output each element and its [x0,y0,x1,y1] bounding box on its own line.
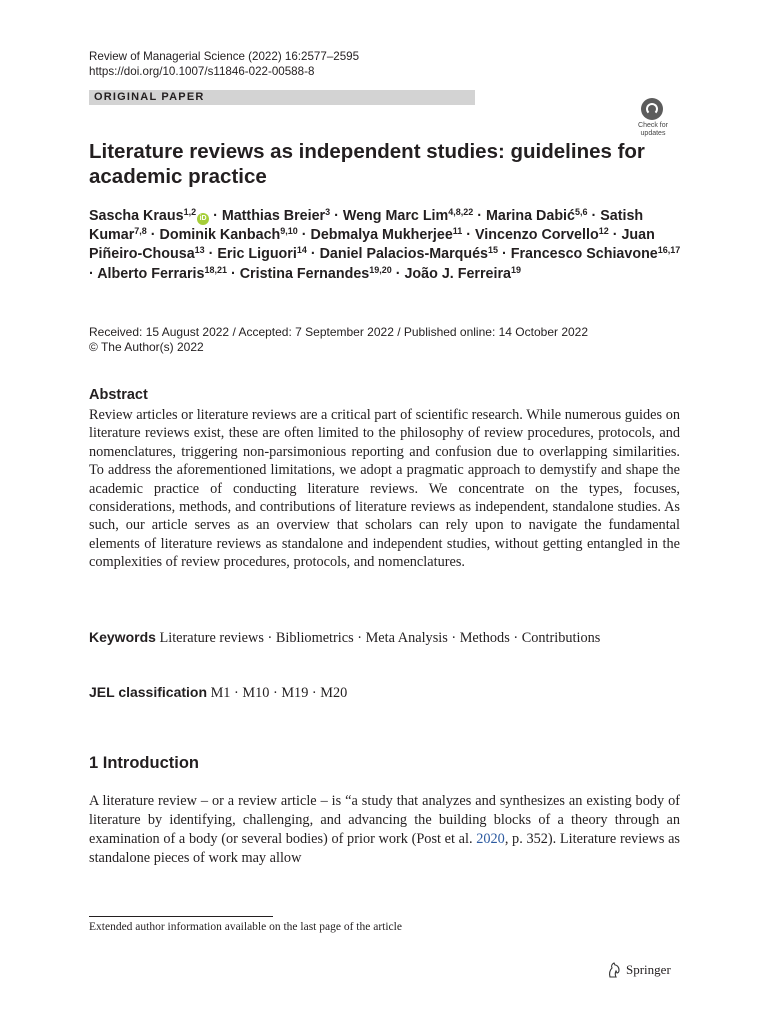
author-affiliation-marker: 16,17 [657,245,681,256]
author-name[interactable]: Dominik Kanbach [159,227,281,244]
author-separator: · [587,208,601,224]
author-affiliation-marker: 18,21 [204,264,227,275]
author-affiliation-marker: 15 [488,245,499,256]
author-name[interactable]: Weng Marc Lim [342,208,449,224]
keyword: Literature reviews [159,630,264,646]
author-separator: · [209,208,222,224]
check-updates-icon [641,98,663,120]
author-affiliation-marker: 12 [598,226,609,237]
author-separator: · [473,208,486,224]
copyright-line: © The Author(s) 2022 [89,340,204,354]
author-name[interactable]: Juan Piñeiro-Chousa [89,227,655,263]
author-affiliation-marker: 4,8,22 [448,207,474,217]
keyword: Meta Analysis [365,630,448,646]
author-affiliation-marker: 11 [452,226,463,237]
author-separator: · [204,246,218,263]
jel-code: M20 [320,685,348,701]
check-for-updates-badge[interactable] [628,97,678,141]
author-separator: · [297,227,311,244]
jel-section [89,683,680,702]
citation-link[interactable]: 2020 [476,830,505,847]
journal-citation: Review of Managerial Science (2022) 16:2577–2595 [89,50,360,63]
author-name[interactable]: Eric Liguori [217,246,297,263]
author-name[interactable]: Cristina Fernandes [239,265,370,282]
keyword: Methods [459,630,510,646]
keyword: Bibliometrics [275,630,354,646]
author-name[interactable]: Vincenzo Corvello [475,227,599,244]
jel-code: M19 [281,685,309,701]
check-updates-line1: Check for [638,122,668,129]
footnote-divider [89,916,273,917]
intro-text-before: A literature review – or a review article – is “a study that analyzes and synthesizes an existing body of literature by identifying, challenging, and advancing the building blocks of a theory through an examination of a body (or several bodies) of prior work (Post et al. [89,793,680,847]
author-name[interactable]: Debmalya Mukherjee [310,227,453,244]
author-name[interactable]: João J. Ferreira [404,265,511,282]
author-separator: · [227,265,240,282]
author-affiliation-marker: 19,20 [369,264,392,275]
check-updates-line2: updates [640,130,666,137]
author-name[interactable]: Satish Kumar [89,208,644,244]
author-separator: · [462,227,476,244]
author-affiliation-marker: 14 [296,245,307,256]
introduction-paragraph [89,792,680,868]
jel-label: JEL classification [89,684,208,700]
author-separator: · [146,227,160,244]
keywords-label: Keywords [89,629,156,645]
introduction-heading: 1 Introduction [89,754,199,772]
author-name[interactable]: Daniel Palacios-Marqués [319,246,489,263]
author-separator: · [306,246,320,263]
author-affiliation-marker: 7,8 [134,226,147,237]
abstract-text: Review articles or literature reviews are a critical part of scientific research. While numerous guides on literature reviews exist, these are often limited to the philosophy of review procedures, protocols, and nomenclatures, triggering non-parsimonious reporting and confusion due to overlapping similarities. To address the aforementioned limitations, we adopt a pragmatic approach to demystify and shape the academic practice of conducting literature reviews. We concentrate on the types, focuses, considerations, methods, and contributions of literature reviews as independent, standalone studies. As such, our article serves as an overview that scholars can rely upon to navigate the fundamental elements of literature reviews as standalone and independent studies, without getting entangled in the complexities of review procedures, protocols, and nomenclatures. [89,407,680,571]
author-affiliation-marker: 13 [194,245,205,256]
author-name[interactable]: Alberto Ferraris [97,265,205,282]
keywords-section [89,628,680,647]
doi-link[interactable]: https://doi.org/10.1007/s11846-022-00588-8 [89,64,315,78]
publication-dates [89,325,588,355]
abstract-heading: Abstract [89,387,148,403]
author-separator: · [89,265,98,282]
author-affiliation-marker: 19 [510,264,521,275]
article-title: Literature reviews as independent studies: guidelines for academic practice [89,140,645,188]
author-affiliation-marker: 9,10 [280,226,298,237]
springer-horse-icon [606,962,622,978]
keywords-list: Literature reviews · Bibliometrics · Meta Analysis · Methods · Contributions [159,630,601,646]
publisher-name: Springer [626,962,671,977]
author-name[interactable]: Francesco Schiavone [510,246,658,263]
author-separator: · [498,246,511,263]
article-type-banner [89,90,475,105]
author-separator: · [391,265,405,282]
author-affiliation-marker: 5,6 [574,207,588,217]
jel-code: M1 [210,685,231,701]
orcid-icon[interactable]: iD [197,213,209,225]
author-affiliation-marker: 3 [325,207,331,217]
article-type-label: ORIGINAL PAPER [94,91,205,103]
author-list [89,207,689,284]
author-separator: · [330,208,343,224]
author-name[interactable]: Matthias Breier [221,208,326,224]
intro-text-after: , p. 352). Literature reviews as standalone pieces of work may allow [89,830,680,866]
author-separator: · [608,227,622,244]
jel-code: M10 [242,685,270,701]
jel-list: M1 · M10 · M19 · M20 [210,685,348,701]
author-name[interactable]: Marina Dabić [485,208,575,224]
author-affiliation-marker: 1,2 [183,207,197,217]
journal-header [89,50,359,79]
author-name[interactable]: Sascha Kraus [89,208,184,224]
history-dates: Received: 15 August 2022 / Accepted: 7 September 2022 / Published online: 14 October 2022 [89,325,589,339]
keyword: Contributions [521,630,601,646]
footnote: Extended author information available on the last page of the article [89,921,402,933]
